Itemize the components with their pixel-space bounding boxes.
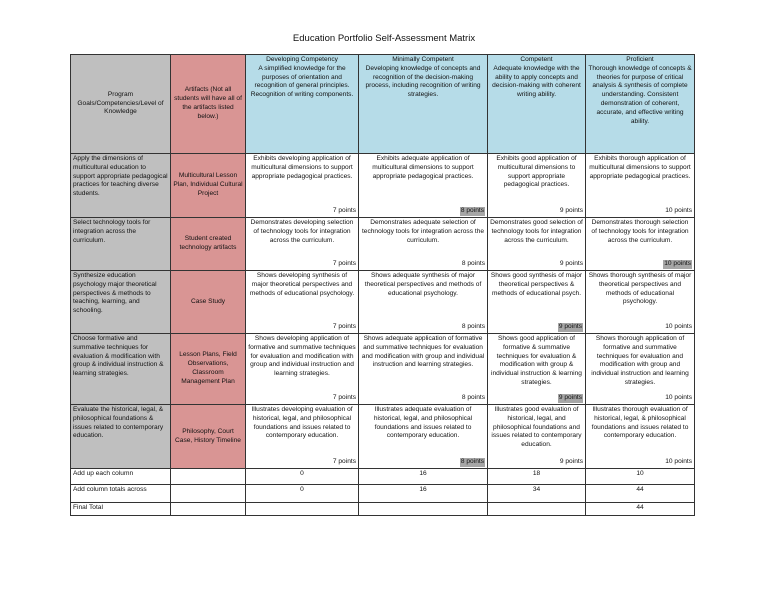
totals-row-across bbox=[71, 485, 695, 503]
total-value: 18 bbox=[488, 469, 586, 485]
points-label: 8 points bbox=[461, 394, 485, 402]
points-label: 7 points bbox=[332, 323, 356, 331]
rubric-text: Shows adequate synthesis of major theoretical perspectives and methods of educational psychology. bbox=[364, 272, 482, 297]
rubric-text: Demonstrates adequate selection of technology tools for integration across the curriculum. bbox=[361, 219, 485, 244]
level-desc: A simplified knowledge for the purposes of orientation and recognition of general principles. Recognition of writing components. bbox=[250, 64, 354, 99]
level-name: Developing Competency bbox=[266, 56, 338, 63]
rubric-text: Illustrates adequate evaluation of historical, legal, and philosophical foundations and issues related to contemporary education. bbox=[373, 406, 473, 440]
rubric-cell bbox=[586, 218, 695, 271]
empty-cell bbox=[171, 485, 246, 503]
rubric-text: Illustrates developing evaluation of historical, legal, and philosophical foundations and issues related to contemporary education. bbox=[251, 406, 353, 440]
empty-cell bbox=[488, 503, 586, 516]
rubric-cell bbox=[586, 405, 695, 469]
totals-label: Add column totals across bbox=[71, 485, 171, 503]
rubric-text: Shows adequate application of formative and summative techniques for evaluation and modification with group and individual instruction and learning strategies. bbox=[361, 335, 485, 369]
table-row bbox=[71, 218, 695, 271]
rubric-cell bbox=[586, 271, 695, 334]
totals-row-columns bbox=[71, 469, 695, 485]
self-assessment-matrix bbox=[70, 54, 695, 516]
empty-cell bbox=[171, 469, 246, 485]
rubric-text: Exhibits thorough application of multicultural dimensions to support appropriate pedagogical practices. bbox=[589, 155, 691, 180]
points-label: 9 points bbox=[559, 458, 583, 466]
header-level-competent bbox=[488, 55, 586, 154]
total-value: 0 bbox=[246, 469, 359, 485]
table-row bbox=[71, 271, 695, 334]
rubric-cell bbox=[359, 271, 488, 334]
header-level-minimal bbox=[359, 55, 488, 154]
artifact-cell: Lesson Plans, Field Observations, Classroom Management Plan bbox=[171, 334, 246, 405]
rubric-cell bbox=[488, 218, 586, 271]
points-label: 10 points bbox=[665, 323, 692, 331]
level-name: Proficient bbox=[626, 56, 654, 63]
empty-cell bbox=[359, 503, 488, 516]
points-label-selected: 8 points bbox=[460, 458, 484, 466]
total-value: 44 bbox=[586, 485, 695, 503]
rubric-cell bbox=[488, 154, 586, 218]
rubric-cell bbox=[488, 405, 586, 469]
artifact-cell: Philosophy, Court Case, History Timeline bbox=[171, 405, 246, 469]
rubric-cell bbox=[246, 405, 359, 469]
points-label: 8 points bbox=[461, 323, 485, 331]
header-level-proficient bbox=[586, 55, 695, 154]
rubric-cell bbox=[586, 154, 695, 218]
rubric-cell bbox=[359, 405, 488, 469]
totals-label: Add up each column bbox=[71, 469, 171, 485]
final-total-value: 44 bbox=[586, 503, 695, 516]
points-label-selected: 9 points bbox=[558, 394, 582, 402]
artifact-cell: Multicultural Lesson Plan, Individual Cultural Project bbox=[171, 154, 246, 218]
rubric-cell bbox=[359, 334, 488, 405]
rubric-text: Shows good synthesis of major theoretical perspectives & methods of educational psych. bbox=[490, 272, 583, 297]
table-row bbox=[71, 405, 695, 469]
goal-cell: Choose formative and summative techniques for evaluation & modification with group & individual instruction & learning strategies. bbox=[71, 334, 171, 405]
header-program: Program Goals/Competencies/Level of Knowledge bbox=[71, 55, 171, 154]
points-label: 9 points bbox=[559, 207, 583, 215]
total-value: 34 bbox=[488, 485, 586, 503]
rubric-text: Shows developing synthesis of major theoretical perspectives and methods of educational psychology. bbox=[249, 272, 355, 297]
table-row bbox=[71, 334, 695, 405]
rubric-text: Exhibits developing application of multicultural dimensions to support appropriate pedagogical practices. bbox=[251, 155, 353, 180]
points-label: 10 points bbox=[665, 394, 692, 402]
level-desc: Developing knowledge of concepts and recognition of the decision-making process, including recognition of writing strategies. bbox=[365, 64, 481, 99]
points-label: 7 points bbox=[332, 260, 356, 268]
rubric-cell bbox=[586, 334, 695, 405]
rubric-cell bbox=[246, 271, 359, 334]
rubric-text: Shows thorough synthesis of major theoretical perspectives and methods of educational psychology. bbox=[588, 272, 692, 306]
empty-cell bbox=[246, 503, 359, 516]
rubric-cell bbox=[246, 154, 359, 218]
rubric-text: Shows developing application of formative and summative techniques for evaluation and modification with group and individual instruction and learning strategies. bbox=[248, 335, 356, 378]
points-label: 7 points bbox=[332, 458, 356, 466]
empty-cell bbox=[171, 503, 246, 516]
level-name: Minimally Competent bbox=[392, 56, 454, 63]
level-desc: Adequate knowledge with the ability to apply concepts and decision-making with coherent writing ability. bbox=[492, 64, 581, 99]
final-total-label: Final Total bbox=[71, 503, 171, 516]
total-value: 10 bbox=[586, 469, 695, 485]
rubric-text: Demonstrates developing selection of technology tools for integration across the curriculum. bbox=[250, 219, 354, 244]
rubric-text: Shows thorough application of formative and summative techniques for evaluation and modification with group and individual instruction and learning strategies. bbox=[591, 335, 689, 386]
rubric-text: Shows good application of formative & summative techniques for evaluation & modification with group & individual instruction & learning strategies. bbox=[491, 335, 582, 386]
total-value: 16 bbox=[359, 485, 488, 503]
goal-cell: Select technology tools for integration across the curriculum. bbox=[71, 218, 171, 271]
artifact-cell: Case Study bbox=[171, 271, 246, 334]
final-total-row bbox=[71, 503, 695, 516]
rubric-text: Illustrates thorough evaluation of historical, legal, & philosophical foundations and issues related to contemporary education. bbox=[591, 406, 689, 440]
rubric-text: Exhibits good application of multicultural dimensions to support appropriate pedagogical practices. bbox=[496, 155, 577, 189]
page-title: Education Portfolio Self-Assessment Matrix bbox=[292, 33, 476, 44]
rubric-cell bbox=[488, 334, 586, 405]
level-desc: Thorough knowledge of concepts & theories for purpose of critical analysis & synthesis of complete understanding. Consistent demonstration of coherent, accurate, and effective writing ability. bbox=[588, 64, 692, 125]
rubric-cell bbox=[246, 218, 359, 271]
header-artifacts: Artifacts (Not all students will have all of the artifacts listed below.) bbox=[171, 55, 246, 154]
points-label: 10 points bbox=[665, 207, 692, 215]
points-label: 8 points bbox=[461, 260, 485, 268]
rubric-cell bbox=[359, 154, 488, 218]
header-row bbox=[71, 55, 695, 154]
points-label: 9 points bbox=[559, 260, 583, 268]
header-level-developing bbox=[246, 55, 359, 154]
rubric-cell bbox=[359, 218, 488, 271]
goal-cell: Synthesize education psychology major theoretical perspectives & methods to teaching, learning, and schooling. bbox=[71, 271, 171, 334]
level-name: Competent bbox=[520, 56, 553, 63]
rubric-cell bbox=[246, 334, 359, 405]
points-label-selected: 9 points bbox=[558, 323, 582, 331]
points-label: 7 points bbox=[332, 207, 356, 215]
points-label-selected: 10 points bbox=[664, 260, 691, 268]
goal-cell: Apply the dimensions of multicultural education to support appropriate pedagogical practices for teaching diverse students. bbox=[71, 154, 171, 218]
rubric-text: Demonstrates thorough selection of technology tools for integration across the curriculum. bbox=[591, 219, 689, 244]
goal-cell: Evaluate the historical, legal, & philosophical foundations & issues related to contemporary education. bbox=[71, 405, 171, 469]
points-label-selected: 8 points bbox=[460, 207, 484, 215]
artifact-cell: Student created technology artifacts bbox=[171, 218, 246, 271]
points-label: 10 points bbox=[665, 458, 692, 466]
rubric-text: Demonstrates good selection of technology tools for integration across the curriculum. bbox=[490, 219, 583, 244]
table-row bbox=[71, 154, 695, 218]
total-value: 0 bbox=[246, 485, 359, 503]
points-label: 7 points bbox=[332, 394, 356, 402]
rubric-cell bbox=[488, 271, 586, 334]
rubric-text: Illustrates good evaluation of historical, legal, and philosophical foundations and issues related to contemporary education. bbox=[491, 406, 582, 449]
rubric-text: Exhibits adequate application of multicultural dimensions to support appropriate pedagogical practices. bbox=[372, 155, 474, 180]
total-value: 16 bbox=[359, 469, 488, 485]
